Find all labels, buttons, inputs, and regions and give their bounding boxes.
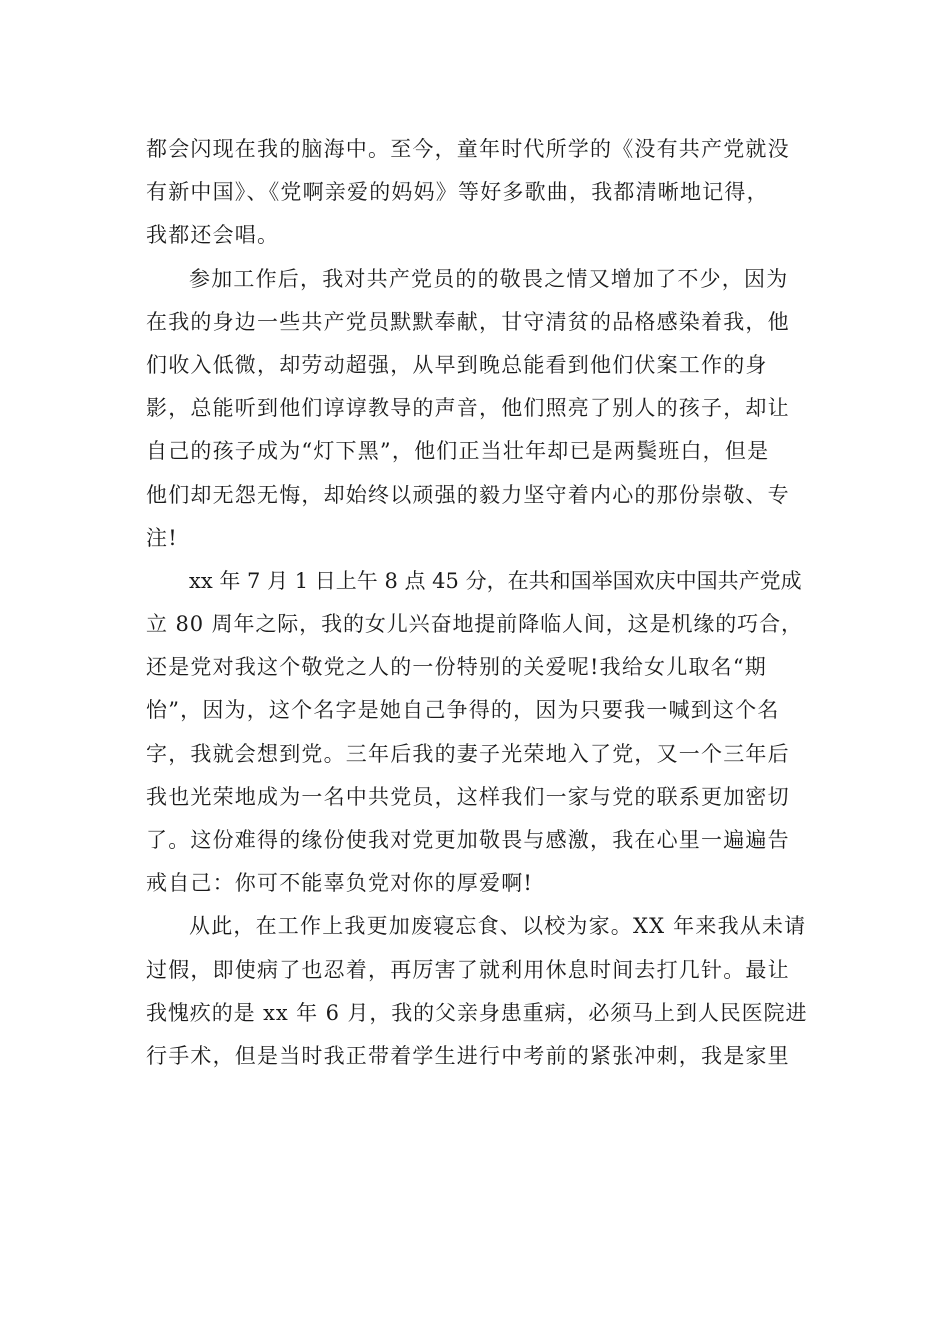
text-line: 注! — [146, 525, 178, 550]
text-line: 参加工作后，我对共产党员的的敬畏之情又增加了不少，因为 — [189, 266, 789, 291]
document-body — [146, 128, 806, 1078]
text-line: 我都还会唱。 — [146, 223, 280, 248]
text-line: 立 80 周年之际，我的女儿兴奋地提前降临人间，这是机缘的巧合， — [146, 612, 803, 637]
text-line: 行手术，但是当时我正带着学生进行中考前的紧张冲刺，我是家里 — [146, 1043, 790, 1068]
text-line: 了。这份难得的缘份使我对党更加敬畏与感激，我在心里一遍遍告 — [146, 828, 790, 852]
text-line: xx 年 7 月 1 日上午 8 点 45 分，在共和国举国欢庆中国共产党成 — [189, 568, 802, 593]
text-line: 戒自己：你可不能辜负党对你的厚爱啊! — [146, 871, 534, 896]
text-line: 影，总能听到他们谆谆教导的声音，他们照亮了别人的孩子，却让 — [146, 396, 790, 421]
text-line: 我也光荣地成为一名中共党员，这样我们一家与党的联系更加密切 — [146, 784, 790, 809]
text-line: 自己的孩子成为“灯下黑”，他们正当壮年却已是两鬓班白，但是 — [146, 439, 770, 464]
text-line: 过假，即使病了也忍着，再厉害了就利用休息时间去打几针。最让 — [146, 957, 790, 982]
text-line: 还是党对我这个敬党之人的一份特别的关爱呢!我给女儿取名“期 — [146, 655, 767, 680]
text-line: 都会闪现在我的脑海中。至今，童年时代所学的《没有共产党就没 — [146, 137, 790, 161]
text-line: 有新中国》、《党啊亲爱的妈妈》等好多歌曲，我都清晰地记得， — [146, 180, 769, 205]
text-line: 从此，在工作上我更加废寝忘食、以校为家。XX 年来我从未请 — [189, 914, 807, 939]
text-line: 在我的身边一些共产党员默默奉献，甘守清贫的品格感染着我，他 — [146, 309, 790, 334]
text-line: 怡”，因为，这个名字是她自己争得的，因为只要我一喊到这个名 — [146, 698, 780, 723]
text-line: 他们却无怨无悔，却始终以顽强的毅力坚守着内心的那份崇敬、专 — [146, 482, 790, 507]
text-line: 们收入低微，却劳动超强，从早到晚总能看到他们伏案工作的身 — [146, 352, 768, 377]
text-line: 字，我就会想到党。三年后我的妻子光荣地入了党，又一个三年后 — [146, 741, 790, 766]
text-line: 我愧疚的是 xx 年 6 月，我的父亲身患重病，必须马上到人民医院进 — [146, 1000, 808, 1025]
